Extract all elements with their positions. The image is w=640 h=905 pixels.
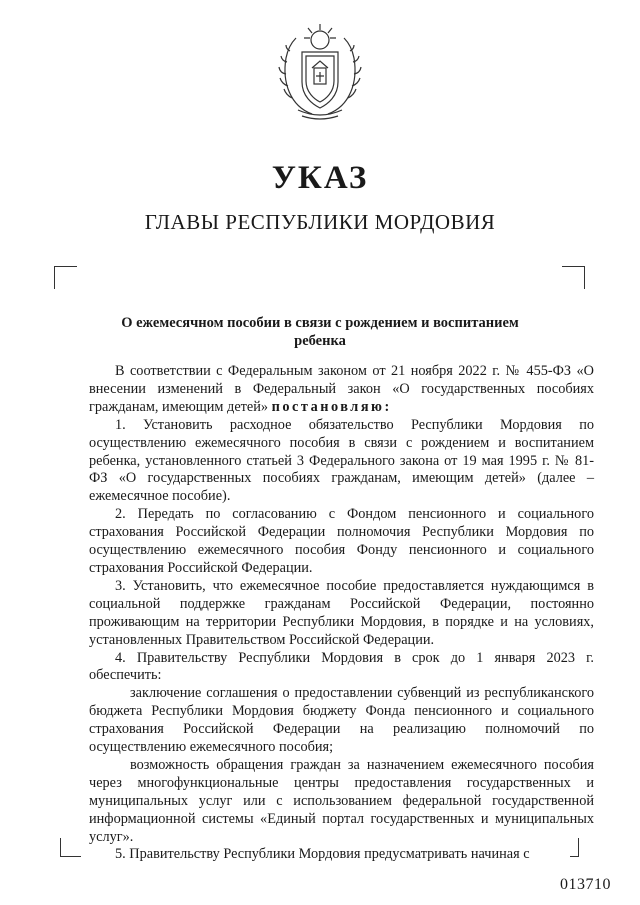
bottom-left-corner-mark [60, 838, 81, 857]
paragraph-1: 1. Установить расходное обязательство Республики Мордовия по осуществлению ежемесячного пособия в связи с рождением и воспитанием ребенка, установленного статьей 3 Федерального закона от 19 мая 1995 г. № 81-ФЗ «О государственных пособиях гражданам, имеющим детей» (далее – ежемесячное пособие). [89, 416, 594, 505]
paragraph-4-item-1: заключение соглашения о предоставлении субвенций из республиканского бюджета Республики Мордовия бюджету Фонда пенсионного и социального страхования Российской Федерации на реализацию полномочий по осуществлению ежемесячного пособия; [89, 685, 594, 756]
preamble-paragraph [89, 363, 594, 417]
decree-word: постановляю: [271, 398, 392, 415]
paragraph-2: 2. Передать по согласованию с Фондом пенсионного и социального страхования Российской Федерации полномочия Республики Мордовия по осуществлению ежемесячного пособия Фонду пенсионного и социального страхования Российской Федерации. [89, 506, 594, 576]
decree-heading: О ежемесячном пособии в связи с рождением и воспитанием ребенка [121, 315, 519, 349]
paragraph-4-item-2: возможность обращения граждан за назначением ежемесячного пособия через многофункциональные центры предоставления государственных и муниципальных услуг или с использованием федеральной государственной информационной системы «Единый портал государственных и муниципальных услуг». [89, 756, 594, 845]
page-subtitle: ГЛАВЫ РЕСПУБЛИКИ МОРДОВИЯ [144, 210, 496, 234]
preamble-text: В соответствии с Федеральным законом от 21 ноября 2022 г. № 455-ФЗ «О внесении изменений в Федеральный закон «О государственных пособиях гражданам, имеющим детей» [89, 363, 594, 415]
paragraph-4: 4. Правительству Республики Мордовия в срок до 1 января 2023 г. обеспечить: [89, 649, 594, 684]
page-title: УКАЗ [271, 160, 369, 196]
top-left-corner-mark [54, 266, 77, 289]
coat-of-arms-emblem [278, 18, 362, 122]
top-right-corner-mark [562, 266, 585, 289]
bottom-right-corner-mark [570, 838, 579, 857]
paragraph-5: 5. Правительству Республики Мордовия предусматривать начиная с [115, 846, 530, 863]
document-number: 013710 [560, 876, 611, 893]
paragraph-3: 3. Установить, что ежемесячное пособие предоставляется нуждающимся в социальной поддержке гражданам Российской Федерации, постоянно проживающим на территории Республики Мордовия, в порядке и на условиях, установленных Правительством Российской Федерации. [89, 577, 594, 648]
decree-body [89, 363, 594, 864]
